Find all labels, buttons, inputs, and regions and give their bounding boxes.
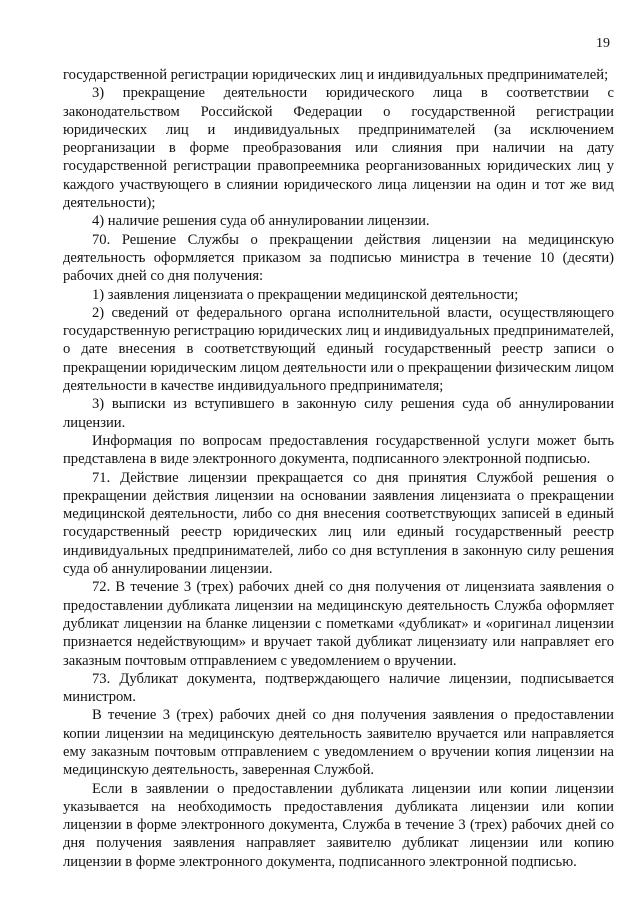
paragraph-clause-70-item-3: 3) выписки из вступившего в законную силу решения суда об аннулировании лицензии. <box>63 396 614 431</box>
paragraph-clause-70: 70. Решение Службы о прекращении действия лицензии на медицинскую деятельность оформляется приказом за подписью министра в течение 10 (десяти) рабочих дней со дня получения: <box>63 231 614 285</box>
paragraph-clause-73: 73. Дубликат документа, подтверждающего наличие лицензии, подписывается министром. <box>63 670 614 706</box>
paragraph-item-3-termination: 3) прекращение деятельности юридического лица в соответствии с законодательством Российской Федерации о государственной регистрации юридических лиц и индивидуальных предпринимателей (за исключением реорганизации в форме преобразования или слияния при наличии на дату государственной регистрации правопреемника реорганизованных юридических лиц у каждого участвующего в слиянии юридического лица лицензии на один и тот же вид деятельности); <box>63 85 614 212</box>
page-number: 19 <box>596 36 610 51</box>
paragraph-electronic-form: Если в заявлении о предоставлении дубликата лицензии или копии лицензии указывается на необходимость предоставления дубликата лицензии или копии лицензии в форме электронного документа, Служба в течение 3 (трех) рабочих дней со дня получения заявления направляет заявителю дубликат лицензии или копию лицензии в форме электронного документа, подписанного электронной подписью. <box>63 780 614 870</box>
paragraph-clause-72: 72. В течение 3 (трех) рабочих дней со дня получения от лицензиата заявления о предоставлении дубликата лицензии на медицинскую деятельность Служба оформляет дубликат лицензии на бланке лицензии с пометками «дубликат» и «оригинал лицензии признается недействующим» и вручает такой дубликат лицензиату или направляет его заказным почтовым отправлением с уведомлением о вручении. <box>63 579 614 669</box>
paragraph-item-4-court-decision: 4) наличие решения суда об аннулировании лицензии. <box>92 213 430 230</box>
document-body <box>63 66 614 871</box>
paragraph-copy-license: В течение 3 (трех) рабочих дней со дня получения заявления о предоставлении копии лицензии на медицинскую деятельность заявителю вручается или направляется ему заказным почтовым отправлением с уведомлением о вручении копия лицензии на медицинскую деятельность, заверенная Службой. <box>63 707 614 779</box>
paragraph-clause-70-item-1: 1) заявления лицензиата о прекращении медицинской деятельности; <box>92 286 519 303</box>
paragraph-clause-71: 71. Действие лицензии прекращается со дня принятия Службой решения о прекращении действия лицензии на основании заявления лицензиата о прекращении медицинской деятельности, либо со дня внесения соответствующих записей в единый государственный реестр юридических лиц или единый государственный реестр индивидуальных предпринимателей, либо со дня вступления в законную силу решения суда об аннулировании лицензии. <box>63 469 614 578</box>
paragraph-information: Информация по вопросам предоставления государственной услуги может быть представлена в виде электронного документа, подписанного электронной подписью. <box>63 432 614 468</box>
paragraph-continuation: государственной регистрации юридических лиц и индивидуальных предпринимателей; <box>63 67 609 83</box>
paragraph-clause-70-item-2: 2) сведений от федерального органа исполнительной власти, осуществляющего государственную регистрацию юридических лиц и индивидуальных предпринимателей, о дате внесения в соответствующий единый государственный реестр записи о прекращении юридическим лицом деятельности или о прекращении физическим лицом деятельности в качестве индивидуального предпринимателя; <box>63 304 614 395</box>
